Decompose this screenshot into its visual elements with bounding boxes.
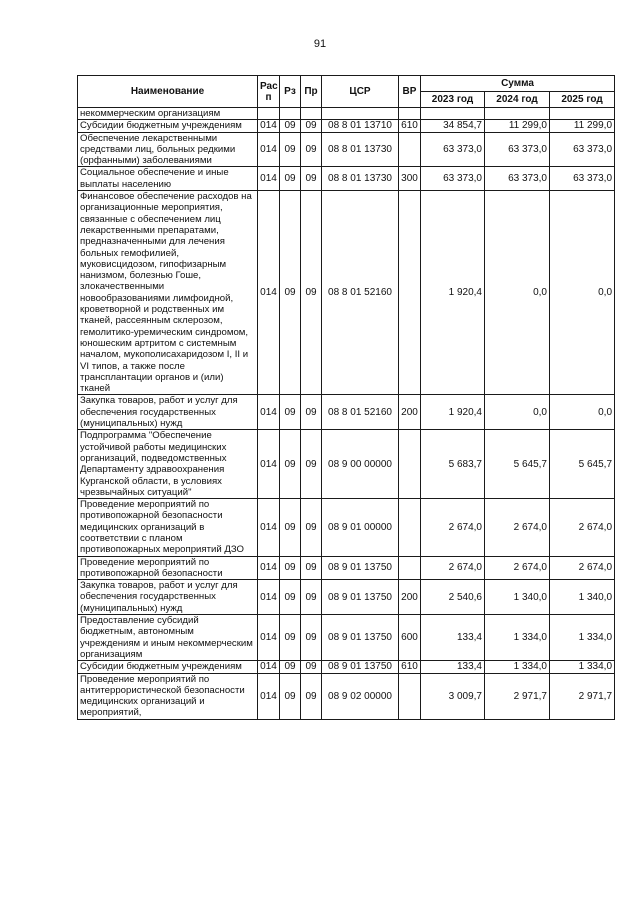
cell-2023: 2 540,6 [421,580,485,615]
cell-vr [399,191,421,395]
cell-vr [399,673,421,719]
cell-vr [399,430,421,499]
cell-2023: 1 920,4 [421,395,485,430]
cell-2023: 133,4 [421,661,485,673]
cell-2024 [485,108,550,120]
cell-ras: 014 [258,580,280,615]
cell-vr: 610 [399,120,421,132]
cell-2023: 2 674,0 [421,556,485,580]
cell-ras: 014 [258,167,280,191]
cell-2023: 63 373,0 [421,167,485,191]
header-2023: 2023 год [421,92,485,108]
table-row [78,108,615,120]
cell-name: некоммерческим организациям [78,108,258,120]
cell-2024: 2 674,0 [485,556,550,580]
cell-csr: 08 9 01 00000 [322,499,399,556]
cell-name: Подпрограмма "Обеспечение устойчивой работы медицинских организаций, подведомственных Департаменту здравоохранения Курганской области, в условиях чрезвычайных ситуаций" [78,430,258,499]
table-row [78,167,615,191]
cell-vr [399,132,421,167]
cell-csr [322,108,399,120]
cell-rz: 09 [280,556,301,580]
cell-rz: 09 [280,395,301,430]
table-row [78,673,615,719]
cell-name: Финансовое обеспечение расходов на организационные мероприятия, связанные с обеспечением лиц лекарственными препаратами, предназначенными для лечения больных гемофилией, муковисцидозом, гипофизарным нанизмом, болезнью Гоше, злокачественными новообразованиями лимфоидной, кроветворной и родственных им тканей, рассеянным склерозом, гемолитико-уремическим синдромом, юношеским артритом с системным началом, мукополисахаридозом I, II и VI типов, а также после трансплантации органов и (или) тканей [78,191,258,395]
cell-2024: 5 645,7 [485,430,550,499]
cell-csr: 08 9 01 13750 [322,556,399,580]
cell-name: Предоставление субсидий бюджетным, автономным учреждениям и иным некоммерческим организациям [78,615,258,661]
cell-2023: 2 674,0 [421,499,485,556]
cell-2025: 0,0 [550,395,615,430]
header-ras: Рас п [258,76,280,108]
cell-pr: 09 [301,132,322,167]
cell-rz: 09 [280,661,301,673]
cell-csr: 08 8 01 52160 [322,191,399,395]
cell-csr: 08 8 01 13730 [322,132,399,167]
cell-vr: 610 [399,661,421,673]
cell-2025: 5 645,7 [550,430,615,499]
cell-rz: 09 [280,673,301,719]
cell-vr [399,108,421,120]
cell-2024: 2 971,7 [485,673,550,719]
cell-ras: 014 [258,499,280,556]
cell-csr: 08 8 01 13710 [322,120,399,132]
cell-ras: 014 [258,556,280,580]
cell-2023: 5 683,7 [421,430,485,499]
cell-csr: 08 9 01 13750 [322,580,399,615]
cell-2023: 34 854,7 [421,120,485,132]
cell-2024: 63 373,0 [485,132,550,167]
cell-2024: 1 340,0 [485,580,550,615]
table-row [78,615,615,661]
cell-rz: 09 [280,580,301,615]
cell-name: Субсидии бюджетным учреждениям [78,120,258,132]
cell-pr: 09 [301,167,322,191]
table-row [78,556,615,580]
header-csr: ЦСР [322,76,399,108]
cell-name: Субсидии бюджетным учреждениям [78,661,258,673]
cell-csr: 08 9 01 13750 [322,615,399,661]
cell-pr: 09 [301,556,322,580]
cell-pr [301,108,322,120]
cell-rz: 09 [280,167,301,191]
budget-table [77,75,615,720]
cell-pr: 09 [301,191,322,395]
table-body [78,108,615,720]
cell-2025: 0,0 [550,191,615,395]
cell-rz: 09 [280,191,301,395]
cell-2025: 1 340,0 [550,580,615,615]
cell-2024: 1 334,0 [485,615,550,661]
cell-rz: 09 [280,615,301,661]
cell-2025: 63 373,0 [550,132,615,167]
cell-ras: 014 [258,615,280,661]
cell-pr: 09 [301,615,322,661]
cell-name: Проведение мероприятий по антитеррористической безопасности медицинских организаций и мероприятий, [78,673,258,719]
cell-2023 [421,108,485,120]
cell-ras: 014 [258,673,280,719]
cell-name: Закупка товаров, работ и услуг для обеспечения государственных (муниципальных) нужд [78,580,258,615]
cell-rz [280,108,301,120]
header-2025: 2025 год [550,92,615,108]
cell-csr: 08 9 01 13750 [322,661,399,673]
cell-pr: 09 [301,580,322,615]
cell-csr: 08 8 01 52160 [322,395,399,430]
cell-ras: 014 [258,430,280,499]
table-row [78,499,615,556]
cell-vr: 600 [399,615,421,661]
cell-vr [399,556,421,580]
cell-pr: 09 [301,120,322,132]
cell-name: Социальное обеспечение и иные выплаты населению [78,167,258,191]
cell-name: Проведение мероприятий по противопожарной безопасности медицинских организаций в соответствии с планом противопожарных мероприятий ДЗО [78,499,258,556]
page-number: 91 [313,38,327,50]
header-name: Наименование [78,76,258,108]
cell-pr: 09 [301,661,322,673]
cell-rz: 09 [280,499,301,556]
table-row [78,661,615,673]
cell-2023: 63 373,0 [421,132,485,167]
cell-vr [399,499,421,556]
table-row [78,132,615,167]
cell-ras: 014 [258,120,280,132]
table-row [78,120,615,132]
cell-2023: 3 009,7 [421,673,485,719]
table-row [78,430,615,499]
cell-2023: 1 920,4 [421,191,485,395]
cell-ras: 014 [258,661,280,673]
cell-ras: 014 [258,191,280,395]
header-vr: ВР [399,76,421,108]
cell-2025 [550,108,615,120]
cell-rz: 09 [280,120,301,132]
cell-2023: 133,4 [421,615,485,661]
cell-vr: 200 [399,580,421,615]
cell-csr: 08 9 00 00000 [322,430,399,499]
cell-name: Обеспечение лекарственными средствами лиц, больных редкими (орфанными) заболеваниями [78,132,258,167]
cell-vr: 200 [399,395,421,430]
cell-2024: 0,0 [485,191,550,395]
cell-csr: 08 9 02 00000 [322,673,399,719]
cell-name: Проведение мероприятий по противопожарной безопасности [78,556,258,580]
cell-name: Закупка товаров, работ и услуг для обеспечения государственных (муниципальных) нужд [78,395,258,430]
cell-ras: 014 [258,395,280,430]
table-row [78,580,615,615]
cell-2024: 2 674,0 [485,499,550,556]
cell-ras [258,108,280,120]
header-pr: Пр [301,76,322,108]
cell-2025: 2 674,0 [550,556,615,580]
table-row [78,395,615,430]
cell-pr: 09 [301,499,322,556]
cell-ras: 014 [258,132,280,167]
header-rz: Рз [280,76,301,108]
cell-vr: 300 [399,167,421,191]
cell-2024: 11 299,0 [485,120,550,132]
cell-2025: 1 334,0 [550,615,615,661]
table-row [78,191,615,395]
cell-2024: 63 373,0 [485,167,550,191]
cell-pr: 09 [301,430,322,499]
header-sum: Сумма [421,76,615,92]
cell-pr: 09 [301,673,322,719]
cell-2025: 2 971,7 [550,673,615,719]
cell-2025: 1 334,0 [550,661,615,673]
cell-rz: 09 [280,430,301,499]
cell-rz: 09 [280,132,301,167]
cell-2025: 11 299,0 [550,120,615,132]
cell-csr: 08 8 01 13730 [322,167,399,191]
cell-2025: 2 674,0 [550,499,615,556]
cell-2025: 63 373,0 [550,167,615,191]
cell-2024: 0,0 [485,395,550,430]
cell-pr: 09 [301,395,322,430]
header-2024: 2024 год [485,92,550,108]
cell-2024: 1 334,0 [485,661,550,673]
